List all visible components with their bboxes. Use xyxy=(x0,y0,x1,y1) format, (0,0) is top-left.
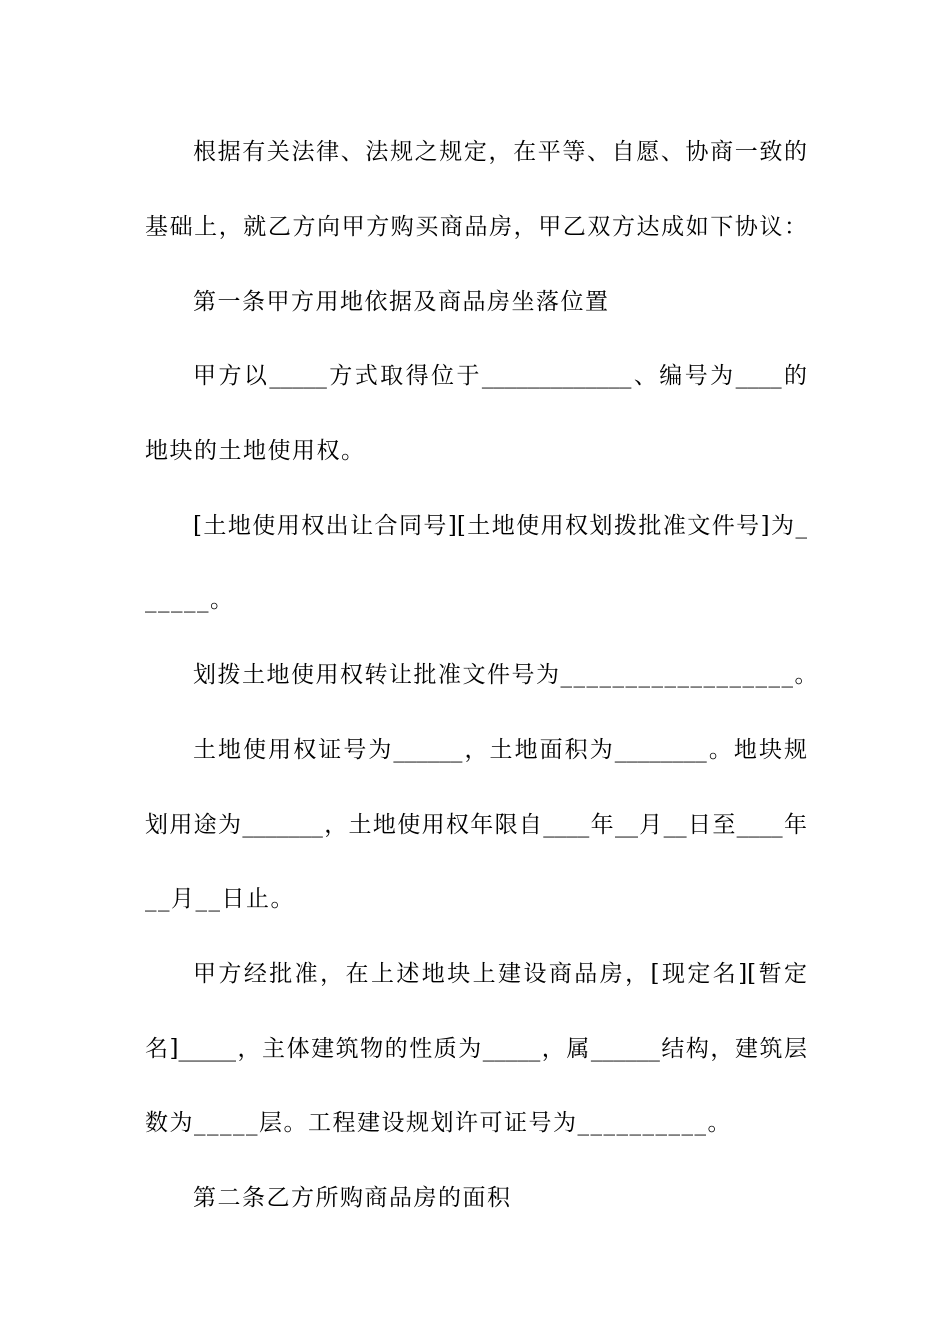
paragraph-line: 数为_____层。工程建设规划许可证号为__________。 xyxy=(145,1110,732,1136)
paragraph-line: 划用途为_______，土地使用权年限自____年__月__日至____年 xyxy=(145,812,807,838)
paragraph-line: __月__日止。 xyxy=(145,886,295,912)
section-heading: 第一条甲方用地依据及商品房坐落位置 xyxy=(193,289,610,315)
paragraph-line: 土地使用权证号为______，土地面积为________。地块规 xyxy=(193,737,807,763)
section-heading: 第二条乙方所购商品房的面积 xyxy=(193,1185,512,1211)
paragraph-line: [土地使用权出让合同号][土地使用权划拨批准文件号]为_ xyxy=(193,513,807,539)
paragraph-line: 甲方经批准，在上述地块上建设商品房，[现定名][暂定 xyxy=(193,961,807,987)
paragraph-line: _____。 xyxy=(145,587,235,613)
paragraph-line: 划拨土地使用权转让批准文件号为__________________。 xyxy=(193,662,819,688)
paragraph-line: 甲方以_____方式取得位于_____________、编号为____的 xyxy=(193,363,807,389)
paragraph-line: 名]_____，主体建筑物的性质为_____，属______结构，建筑层 xyxy=(145,1036,807,1062)
paragraph-line: 地块的土地使用权。 xyxy=(145,438,366,464)
paragraph-line: 基础上，就乙方向甲方购买商品房，甲乙双方达成如下协议： xyxy=(145,214,807,240)
paragraph-line: 根据有关法律、法规之规定，在平等、自愿、协商一致的 xyxy=(193,139,807,165)
